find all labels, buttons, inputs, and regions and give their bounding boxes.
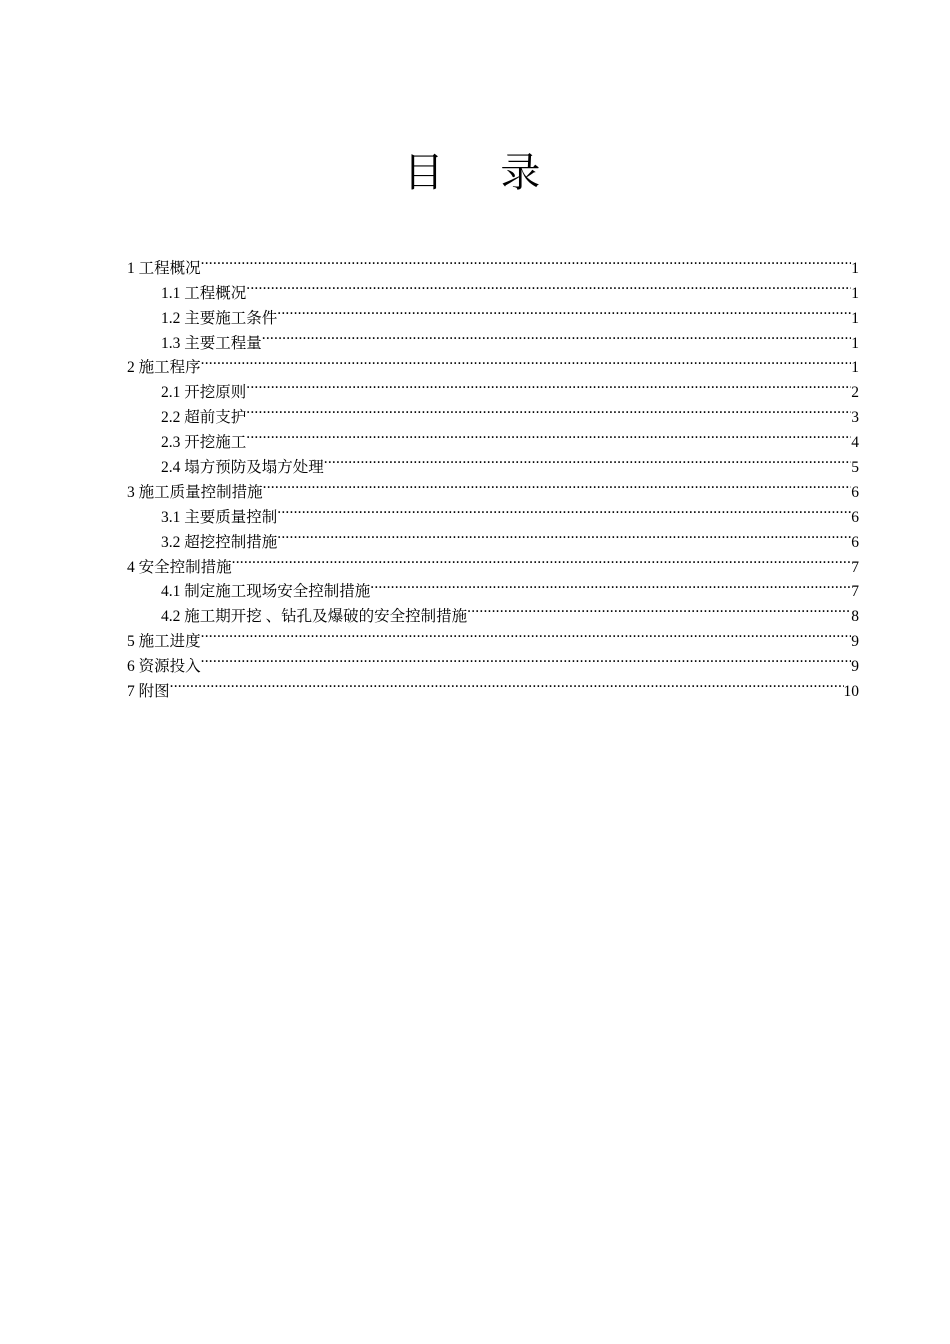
toc-entry-page-number: 1 bbox=[851, 309, 859, 327]
table-of-contents bbox=[127, 248, 859, 701]
toc-dot-leader bbox=[467, 596, 851, 621]
toc-dot-leader bbox=[277, 298, 851, 323]
toc-entry-page-number: 6 bbox=[851, 533, 859, 551]
toc-dot-leader bbox=[201, 248, 852, 273]
toc-entry-page-number: 2 bbox=[851, 384, 859, 402]
toc-entry-title: 7 附图 bbox=[127, 683, 170, 701]
toc-entry-title: 1 工程概况 bbox=[127, 259, 201, 277]
toc-entry-page-number: 1 bbox=[851, 334, 859, 352]
toc-entry-title: 2.1 开挖原则 bbox=[161, 384, 247, 402]
toc-entry-title: 2.4 塌方预防及塌方处理 bbox=[161, 459, 324, 477]
toc-entry-title: 4.2 施工期开挖 、钻孔及爆破的安全控制措施 bbox=[161, 608, 468, 626]
toc-entry[interactable] bbox=[127, 273, 859, 302]
toc-entry-title: 4.1 制定施工现场安全控制措施 bbox=[161, 583, 371, 601]
toc-entry-page-number: 8 bbox=[851, 608, 859, 626]
toc-entry-title: 2.2 超前支护 bbox=[161, 409, 247, 427]
toc-entry-title: 6 资源投入 bbox=[127, 658, 201, 676]
page-title: 目 录 bbox=[403, 150, 563, 196]
toc-dot-leader bbox=[201, 621, 852, 646]
toc-dot-leader bbox=[324, 447, 851, 472]
toc-dot-leader bbox=[370, 572, 851, 597]
toc-dot-leader bbox=[277, 497, 851, 522]
toc-entry-page-number: 5 bbox=[851, 459, 859, 477]
toc-entry-page-number: 1 bbox=[851, 284, 859, 302]
toc-entry-title: 4 安全控制措施 bbox=[127, 558, 232, 576]
toc-dot-leader bbox=[263, 472, 852, 497]
toc-entry[interactable] bbox=[127, 621, 859, 651]
toc-entry-page-number: 9 bbox=[851, 633, 859, 651]
toc-entry-title: 2.3 开挖施工 bbox=[161, 434, 247, 452]
toc-dot-leader bbox=[246, 422, 851, 447]
toc-dot-leader bbox=[277, 522, 851, 547]
toc-entry-page-number: 6 bbox=[851, 483, 859, 501]
toc-entry[interactable] bbox=[127, 348, 859, 377]
toc-entry[interactable] bbox=[127, 646, 859, 676]
toc-entry-page-number: 7 bbox=[851, 558, 859, 576]
toc-entry[interactable] bbox=[127, 372, 859, 402]
toc-dot-leader bbox=[201, 348, 852, 373]
toc-entry-title: 3.1 主要质量控制 bbox=[161, 508, 278, 526]
toc-entry[interactable] bbox=[127, 671, 859, 701]
toc-entry-page-number: 3 bbox=[851, 409, 859, 427]
toc-dot-leader bbox=[170, 671, 844, 696]
toc-entry-title: 1.3 主要工程量 bbox=[161, 334, 262, 352]
toc-entry[interactable] bbox=[127, 572, 859, 601]
toc-entry-page-number: 4 bbox=[851, 434, 859, 452]
toc-dot-leader bbox=[232, 547, 852, 572]
toc-entry-title: 2 施工程序 bbox=[127, 359, 201, 377]
toc-entry-title: 1.2 主要施工条件 bbox=[161, 309, 278, 327]
toc-entry-page-number: 7 bbox=[851, 583, 859, 601]
toc-dot-leader bbox=[201, 646, 852, 671]
toc-entry-page-number: 9 bbox=[851, 658, 859, 676]
toc-dot-leader bbox=[246, 397, 851, 422]
toc-entry-page-number: 6 bbox=[851, 508, 859, 526]
toc-entry-page-number: 1 bbox=[851, 359, 859, 377]
toc-dot-leader bbox=[262, 323, 851, 348]
toc-entry[interactable] bbox=[127, 248, 859, 277]
toc-entry-title: 5 施工进度 bbox=[127, 633, 201, 651]
toc-entry-title: 3 施工质量控制措施 bbox=[127, 483, 263, 501]
toc-entry-title: 1.1 工程概况 bbox=[161, 284, 247, 302]
toc-entry[interactable] bbox=[127, 547, 859, 576]
toc-entry-title: 3.2 超挖控制措施 bbox=[161, 533, 278, 551]
toc-entry-page-number: 10 bbox=[843, 683, 859, 701]
toc-dot-leader bbox=[246, 273, 851, 298]
toc-dot-leader bbox=[246, 372, 851, 397]
toc-entry-page-number: 1 bbox=[851, 259, 859, 277]
